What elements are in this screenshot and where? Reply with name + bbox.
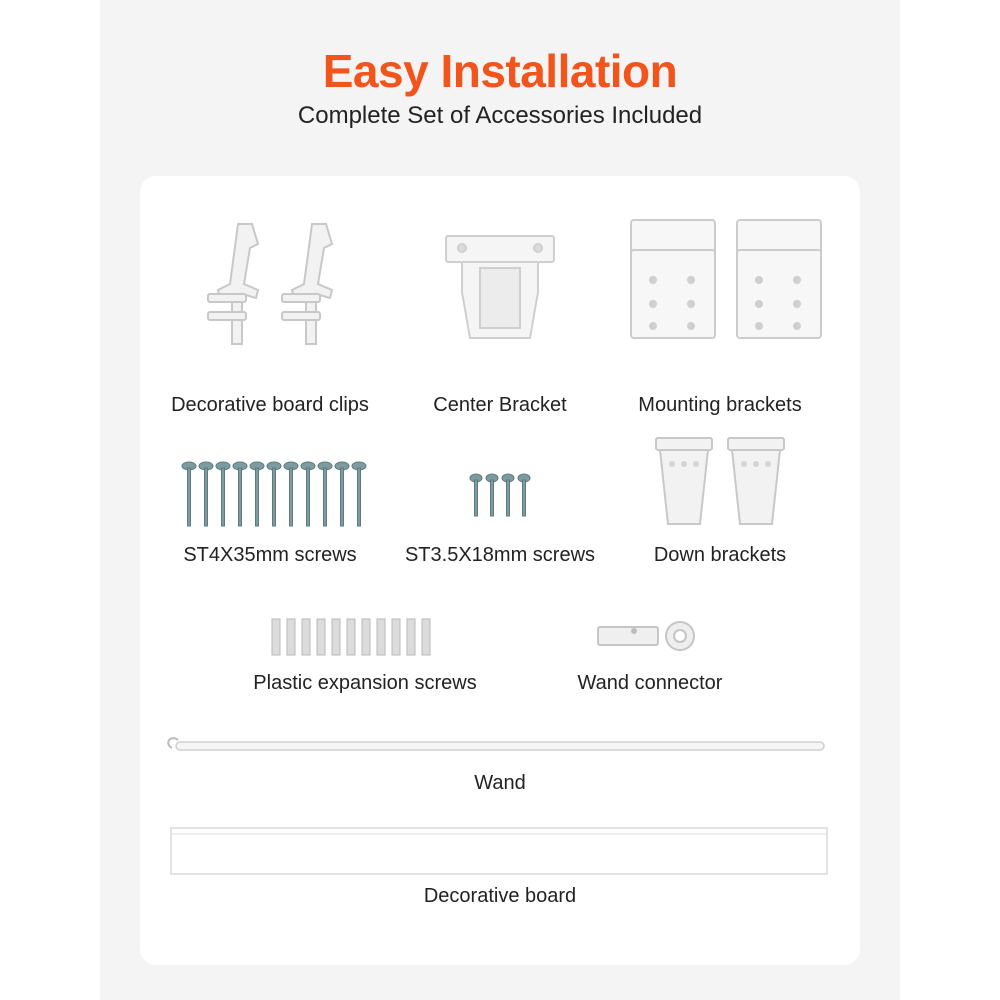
- plastic-expansion-screws-label: Plastic expansion screws: [253, 672, 477, 694]
- decorative-board-clips-label: Decorative board clips: [171, 394, 369, 416]
- down-brackets-label: Down brackets: [653, 544, 787, 566]
- decorative-board-item: [170, 826, 830, 906]
- accessories-card: [140, 176, 860, 965]
- decorative-board-clips-item: [171, 216, 369, 416]
- mounting-brackets-label: Mounting brackets: [638, 394, 802, 416]
- mounting-brackets-image: [625, 216, 825, 346]
- decorative-board-image: [170, 826, 830, 876]
- plastic-expansion-screws-item: [240, 611, 490, 706]
- st4x35-screws-image: [180, 460, 370, 530]
- wand-label: Wand: [474, 772, 526, 794]
- st35x18-screws-label: ST3.5X18mm screws: [404, 544, 596, 566]
- center-bracket-label: Center Bracket: [433, 394, 567, 416]
- wand-connector-label: Wand connector: [577, 672, 723, 694]
- page-title: Easy Installation: [322, 45, 678, 97]
- st35x18-screws-item: [400, 456, 600, 576]
- wand-connector-item: [550, 611, 750, 706]
- st4x35-screws-label: ST4X35mm screws: [183, 544, 357, 566]
- decorative-board-clips-image: [200, 216, 350, 346]
- down-brackets-image: [650, 434, 790, 530]
- page-subtitle: Complete Set of Accessories Included: [297, 102, 703, 129]
- center-bracket-item: [420, 216, 580, 416]
- st4x35-screws-item: [170, 456, 370, 576]
- wand-item: [160, 732, 840, 796]
- wand-connector-image: [594, 619, 706, 653]
- center-bracket-image: [442, 232, 558, 342]
- plastic-expansion-screws-image: [270, 615, 435, 659]
- wand-image: [160, 732, 830, 758]
- mounting-brackets-item: [620, 216, 820, 416]
- down-brackets-item: [620, 434, 820, 576]
- decorative-board-label: Decorative board: [423, 885, 577, 907]
- st35x18-screws-image: [468, 472, 534, 518]
